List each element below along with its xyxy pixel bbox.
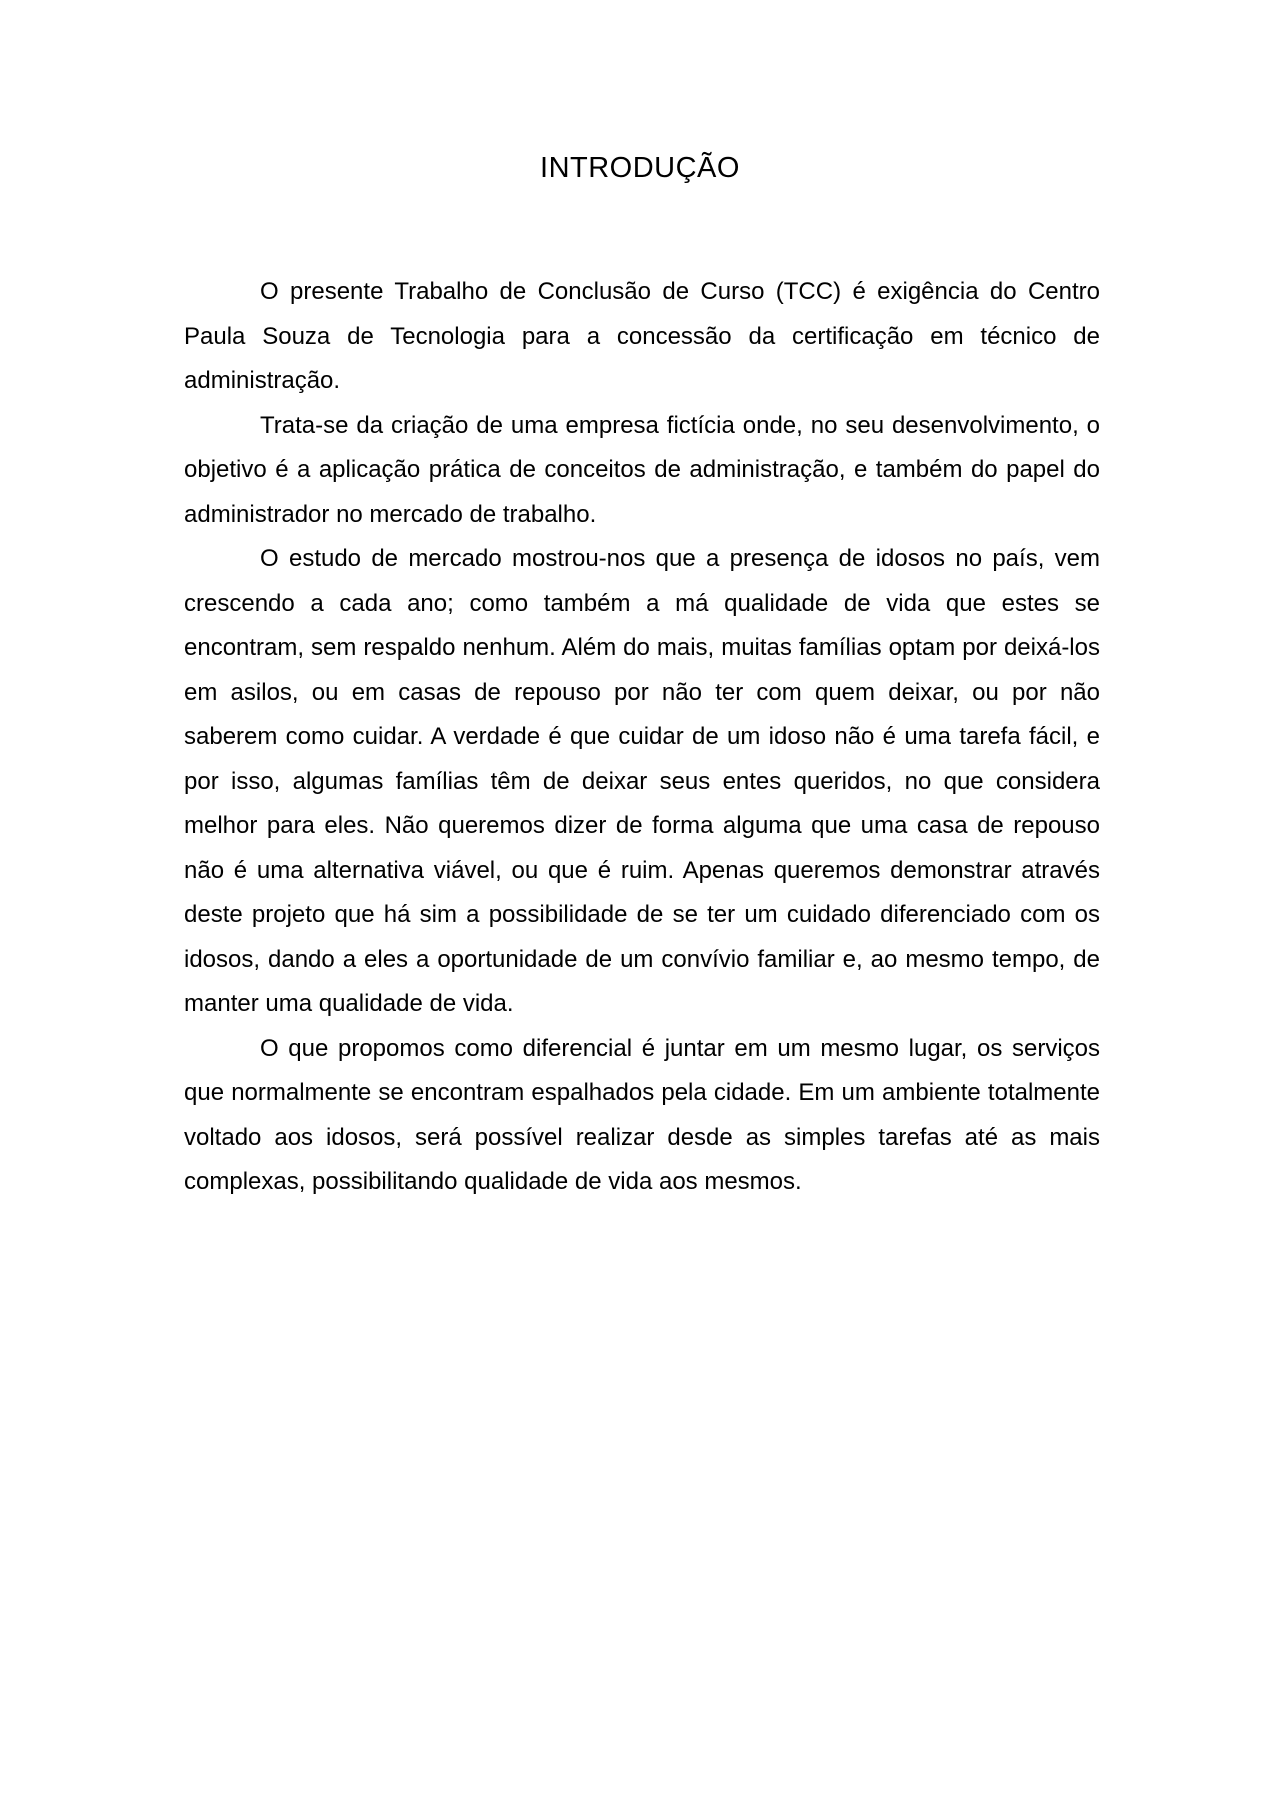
paragraph-4: O que propomos como diferencial é juntar em um mesmo lugar, os serviços que normalmente se encontram espalhados pela cidade. Em um ambiente totalmente voltado aos idosos, será possível realizar desde as simples tarefas até as mais complexas, possibilitando qualidade de vida aos mesmos.: [184, 1034, 1100, 1195]
paragraph-1: O presente Trabalho de Conclusão de Curso (TCC) é exigência do Centro Paula Souza de Tecnologia para a concessão da certificação em técnico de administração.: [184, 278, 1100, 394]
document-body: [184, 270, 1100, 1205]
paragraph-3: O estudo de mercado mostrou-nos que a presença de idosos no país, vem crescendo a cada ano; como também a má qualidade de vida que estes se encontram, sem respaldo nenhum. Além do mais, muitas famílias optam por deixá-los em asilos, ou em casas de repouso por não ter com quem deixar, ou por não saberem como cuidar. A verdade é que cuidar de um idoso não é uma tarefa fácil, e por isso, algumas famílias têm de deixar seus entes queridos, no que considera melhor para eles. Não queremos dizer de forma alguma que uma casa de repouso não é uma alternativa viável, ou que é ruim. Apenas queremos demonstrar através deste projeto que há sim a possibilidade de se ter um cuidado diferenciado com os idosos, dando a eles a oportunidade de um convívio familiar e, ao mesmo tempo, de manter uma qualidade de vida.: [184, 545, 1100, 1017]
paragraph-2: Trata-se da criação de uma empresa fictícia onde, no seu desenvolvimento, o objetivo é a aplicação prática de conceitos de administração, e também do papel do administrador no mercado de trabalho.: [184, 411, 1100, 528]
page-title: INTRODUÇÃO: [540, 152, 740, 184]
